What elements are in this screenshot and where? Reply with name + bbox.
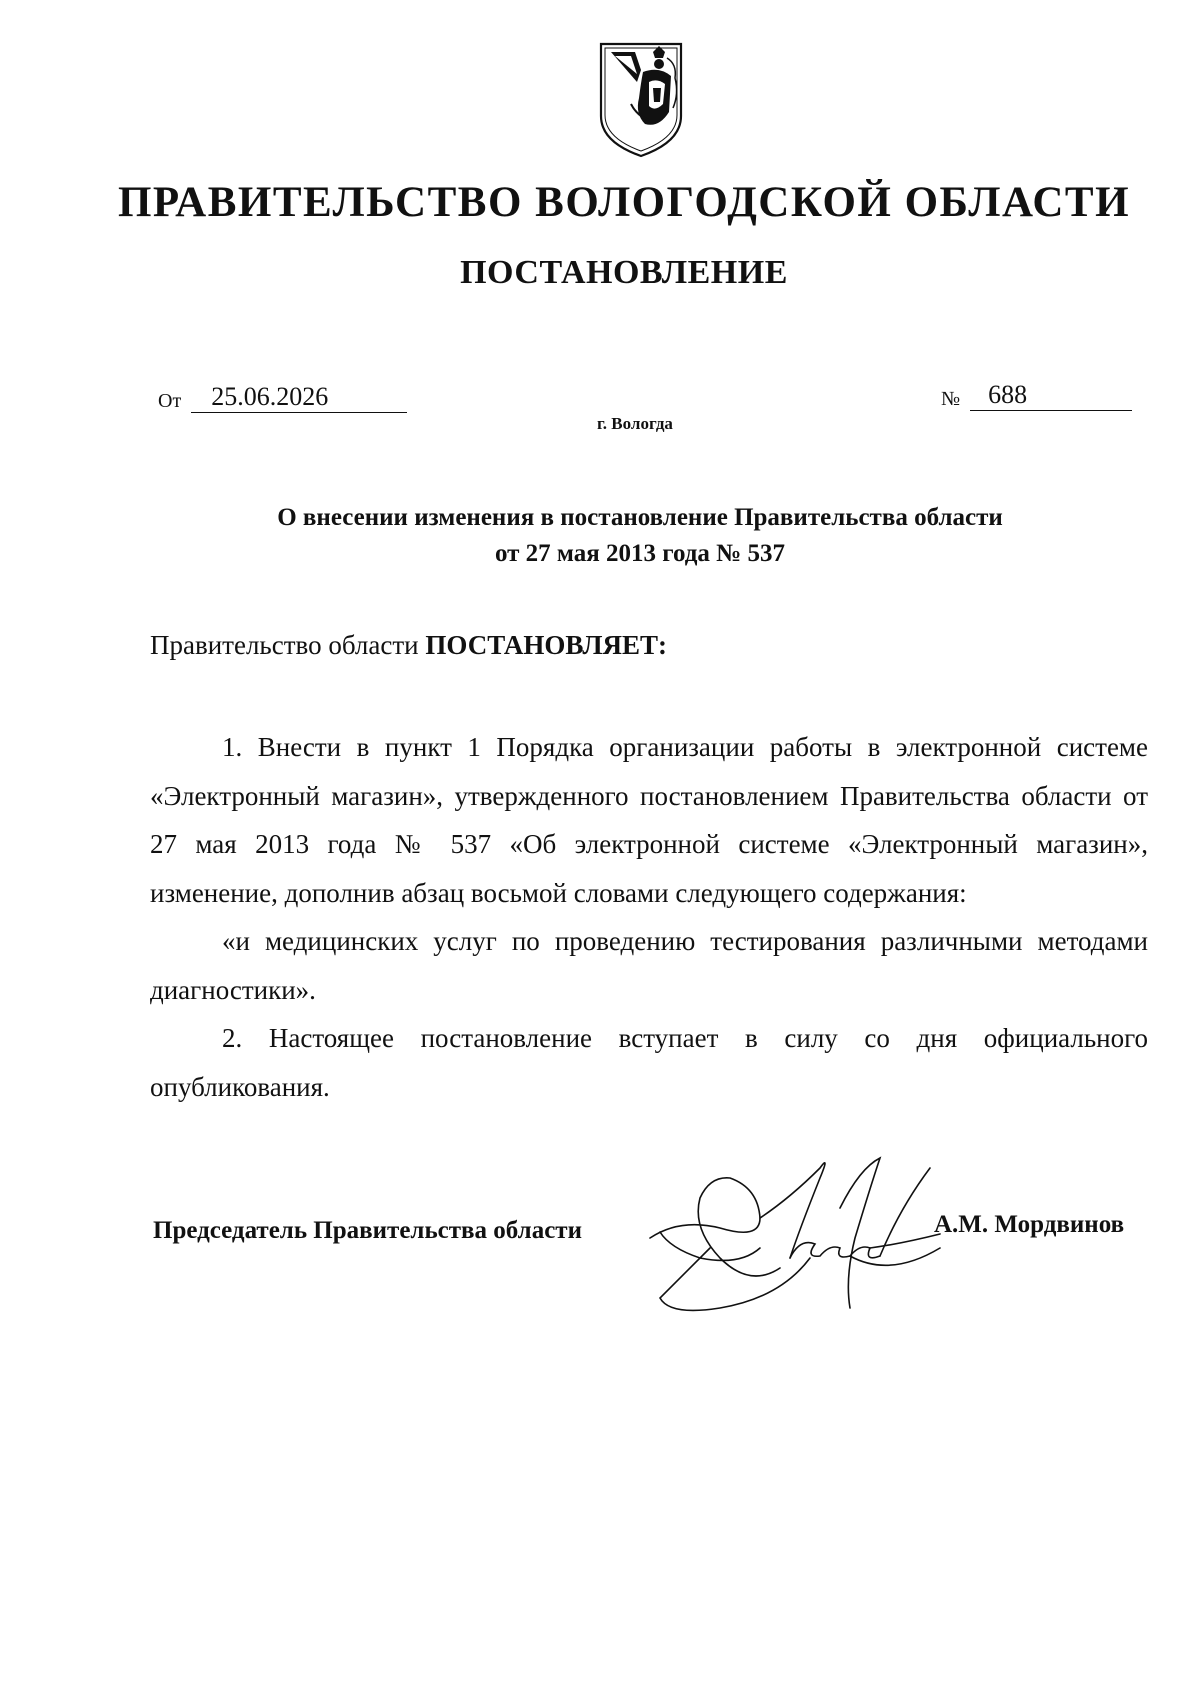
subject-line-2: от 27 мая 2013 года № 537 [494, 540, 786, 567]
signer-position: Председатель Правительства области [153, 1217, 582, 1244]
date-value: 25.06.2026 [191, 382, 407, 413]
signer-name: А.М. Мордвинов [934, 1211, 1125, 1238]
paragraph-2: «и медицинских услуг по проведению тестирования различными методами диагностики». [150, 926, 1148, 1005]
number-prefix: № [941, 388, 961, 410]
subject-line-1: О внесении изменения в постановление Правительства области [277, 504, 1003, 531]
number-value: 688 [970, 380, 1132, 411]
city: г. Вологда [597, 414, 673, 433]
organization-title: ПРАВИТЕЛЬСТВО ВОЛОГОДСКОЙ ОБЛАСТИ [117, 179, 1131, 226]
document-type: ПОСТАНОВЛЕНИЕ [460, 254, 788, 291]
date-prefix: От [158, 390, 182, 412]
preamble-text: Правительство области [150, 630, 426, 660]
paragraph-3: 2. Настоящее постановление вступает в силу со дня официального опубликования. [150, 1023, 1148, 1102]
document-date [158, 382, 407, 413]
paragraph-1: 1. Внести в пункт 1 Порядка организации работы в электронной системе «Электронный магазин», утвержденного постановлением Правительства области от 27 мая 2013 года № 537 «Об электронной системе «Электронный магазин», изменение, дополнив абзац восьмой словами следующего содержания: [150, 732, 1148, 908]
signature-icon [640, 1148, 960, 1318]
preamble-bold: ПОСТАНОВЛЯЕТ: [425, 630, 667, 660]
document-subject [0, 500, 1200, 572]
document-number [941, 380, 1132, 411]
document-body [150, 723, 1148, 1111]
coat-of-arms-icon [597, 42, 685, 158]
preamble [150, 630, 667, 661]
